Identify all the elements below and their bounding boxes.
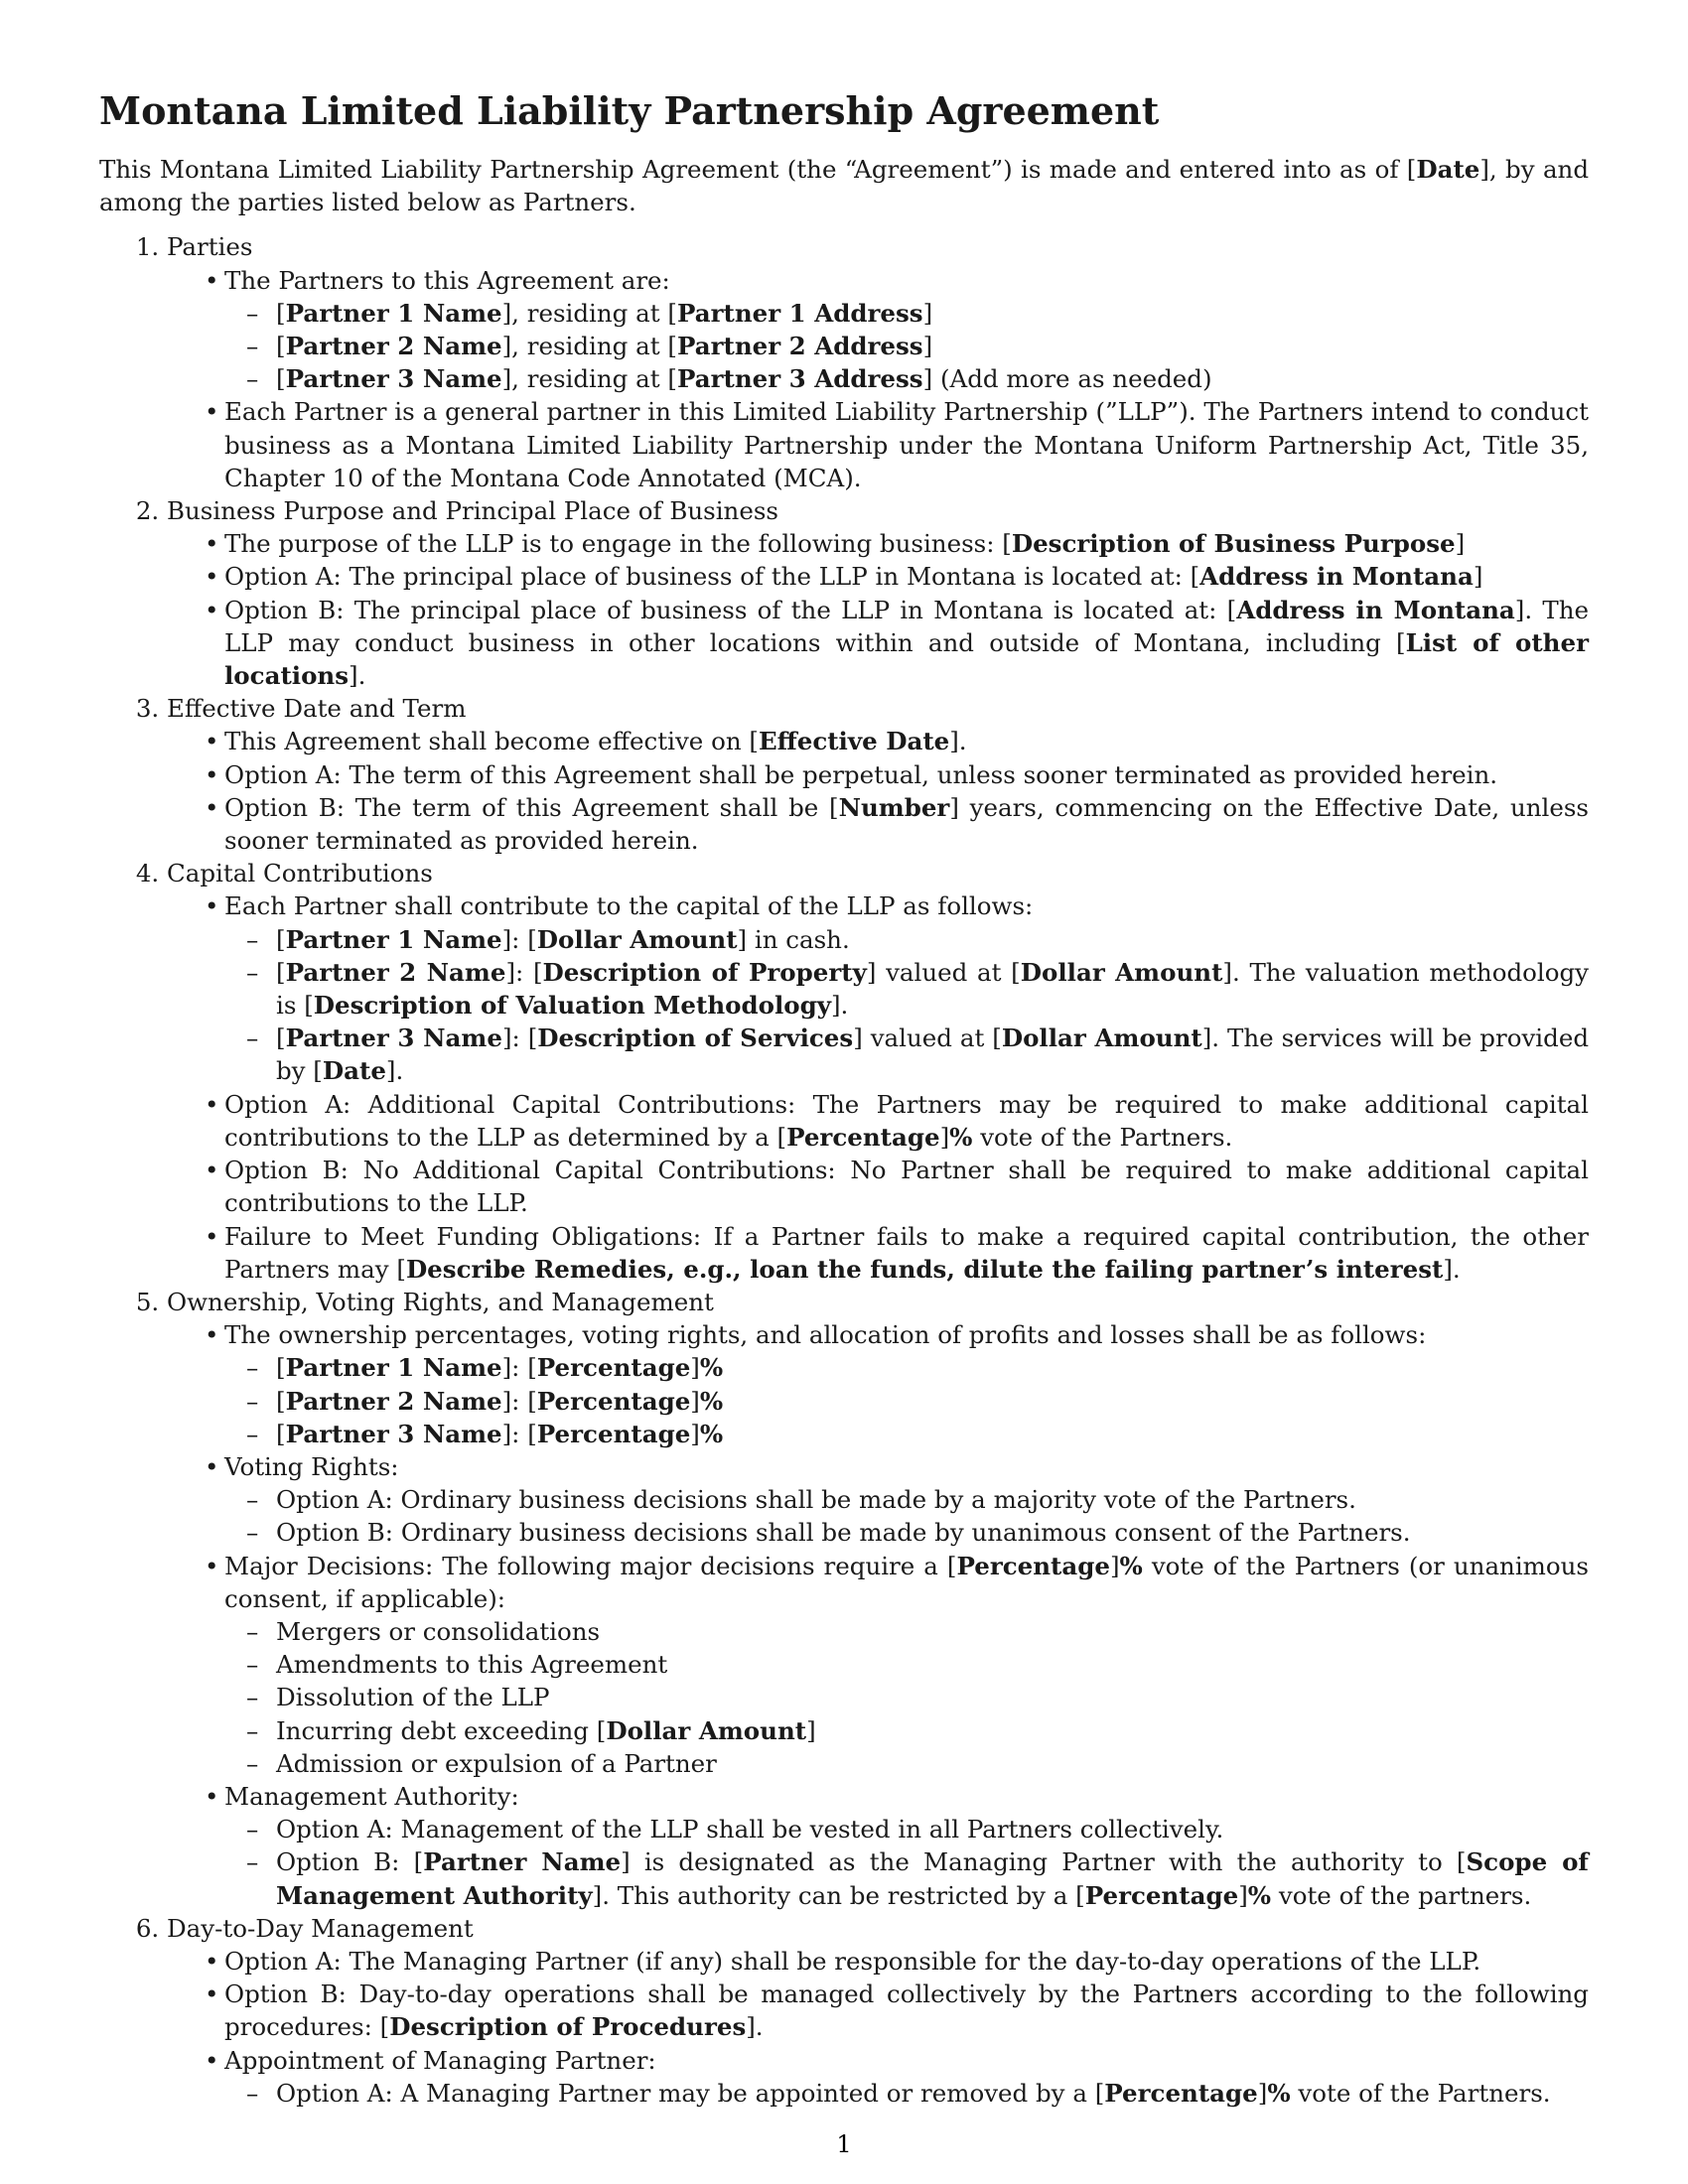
list-item: • Each Partner shall contribute to the capital of the LLP as follows: – [Partner 1 Name]: [Dollar Amount] in cash. – [Partner 2 Name]: [Description of Property] valued at [Dollar Amount]. The valuation methodology is [Description of Valuation Methodology]. – [Partner 3 Name]: [Description of Services] valued at [Dollar Amount]. The services will be provided by [Date]. bbox=[224, 889, 1589, 1087]
list-item: • Option B: The principal place of business of the LLP in Montana is located at: [Address in Montana]. The LLP may conduct business in other locations within and outside of Montana, including [List of other locations]. bbox=[224, 594, 1589, 693]
list-item: • The Partners to this Agreement are: – [Partner 1 Name], residing at [Partner 1 Address] – [Partner 2 Name], residing at [Partner 2 Address] – [Partner 3 Name], residing at [Partner 3 Address] (Add more as needed) bbox=[224, 264, 1589, 396]
list-item: • Option A: The principal place of business of the LLP in Montana is located at: [Address in Montana] bbox=[224, 560, 1589, 593]
section-heading: Ownership, Voting Rights, and Management bbox=[167, 1287, 714, 1316]
partner-1-entry: – [Partner 1 Name], residing at [Partner 1 Address] bbox=[276, 297, 1589, 330]
list-item: • Option B: The term of this Agreement shall be [Number] years, commencing on the Effective Date, unless sooner terminated as provided herein. bbox=[224, 791, 1589, 857]
list-item: • Management Authority: – Option A: Management of the LLP shall be vested in all Partners collectively. – Option B: [Partner Name] is designated as the Managing Partner with the authority to [Scope of Management Authority]. This authority can be restricted by a [Percentage]% vote of the partners. bbox=[224, 1780, 1589, 1912]
contribution-partner-3: – [Partner 3 Name]: [Description of Services] valued at [Dollar Amount]. The services will be provided by [Date]. bbox=[276, 1022, 1589, 1087]
section-heading: Parties bbox=[167, 232, 253, 262]
ownership-partner-2: – [Partner 2 Name]: [Percentage]% bbox=[276, 1385, 1589, 1418]
partner-3-entry: – [Partner 3 Name], residing at [Partner 3 Address] (Add more as needed) bbox=[276, 362, 1589, 395]
list-item: • Voting Rights: – Option A: Ordinary business decisions shall be made by a majority vote of the Partners. – Option B: Ordinary business decisions shall be made by unanimous consent of the Partners. bbox=[224, 1450, 1589, 1550]
list-item: • The ownership percentages, voting rights, and allocation of profits and losses shall be as follows: – [Partner 1 Name]: [Percentage]% – [Partner 2 Name]: [Percentage]% – [Partner 3 Name]: [Percentage]% bbox=[224, 1318, 1589, 1450]
list-item: • Option B: Day-to-day operations shall be managed collectively by the Partners according to the following procedures: [Description of Procedures]. bbox=[224, 1978, 1589, 2043]
list-item: – Dissolution of the LLP bbox=[276, 1681, 1589, 1713]
section-heading: Capital Contributions bbox=[167, 859, 433, 888]
section-parties bbox=[167, 230, 1589, 494]
contribution-partner-2: – [Partner 2 Name]: [Description of Property] valued at [Dollar Amount]. The valuation methodology is [Description of Valuation Methodology]. bbox=[276, 956, 1589, 1022]
section-list bbox=[99, 230, 1589, 2110]
contribution-partner-1: – [Partner 1 Name]: [Dollar Amount] in cash. bbox=[276, 923, 1589, 956]
list-item: • Major Decisions: The following major decisions require a [Percentage]% vote of the Partners (or unanimous consent, if applicable): – Mergers or consolidations – Amendments to this Agreement – Dissolution of the LLP – Incurring debt exceeding [Dollar Amount] – Admission or expulsion of a Partner bbox=[224, 1550, 1589, 1780]
intro-date-placeholder: Date bbox=[1416, 155, 1480, 184]
section-business-purpose bbox=[167, 494, 1589, 692]
list-item: – Amendments to this Agreement bbox=[276, 1648, 1589, 1681]
partner-2-entry: – [Partner 2 Name], residing at [Partner 2 Address] bbox=[276, 330, 1589, 362]
document-page bbox=[99, 87, 1589, 2110]
ownership-partner-3: – [Partner 3 Name]: [Percentage]% bbox=[276, 1418, 1589, 1450]
list-item: – Option A: Management of the LLP shall be vested in all Partners collectively. bbox=[276, 1813, 1589, 1845]
ownership-partner-1: – [Partner 1 Name]: [Percentage]% bbox=[276, 1351, 1589, 1384]
list-item: – Option A: A Managing Partner may be appointed or removed by a [Percentage]% vote of the Partners. bbox=[276, 2077, 1589, 2110]
list-item: – Admission or expulsion of a Partner bbox=[276, 1747, 1589, 1780]
list-item: • Appointment of Managing Partner: – Option A: A Managing Partner may be appointed or removed by a [Percentage]% vote of the Partners. bbox=[224, 2044, 1589, 2110]
list-item: • This Agreement shall become effective on [Effective Date]. bbox=[224, 725, 1589, 757]
section-heading: Effective Date and Term bbox=[167, 694, 467, 724]
list-item: – Option B: [Partner Name] is designated as the Managing Partner with the authority to [Scope of Management Authority]. This authority can be restricted by a [Percentage]% vote of the partners. bbox=[276, 1845, 1589, 1911]
list-item: – Option A: Ordinary business decisions shall be made by a majority vote of the Partners. bbox=[276, 1483, 1589, 1516]
list-item: • Each Partner is a general partner in this Limited Liability Partnership (”LLP”). The Partners intend to conduct business as a Montana Limited Liability Partnership under the Montana Uniform Partnership Act, Title 35, Chapter 10 of the Montana Code Annotated (MCA). bbox=[224, 395, 1589, 494]
intro-paragraph: This Montana Limited Liability Partnership Agreement (the “Agreement”) is made and entered into as of [Date], by and among the parties listed below as Partners. bbox=[99, 155, 1590, 217]
section-effective-date bbox=[167, 692, 1589, 857]
section-heading: Business Purpose and Principal Place of Business bbox=[167, 496, 778, 526]
list-item: – Mergers or consolidations bbox=[276, 1615, 1589, 1648]
document-title: Montana Limited Liability Partnership Agreement bbox=[99, 88, 1160, 133]
list-item: • Option B: No Additional Capital Contributions: No Partner shall be required to make additional capital contributions to the LLP. bbox=[224, 1154, 1589, 1219]
list-item: • Option A: Additional Capital Contributions: The Partners may be required to make additional capital contributions to the LLP as determined by a [Percentage]% vote of the Partners. bbox=[224, 1088, 1589, 1154]
section-heading: Day-to-Day Management bbox=[167, 1913, 474, 1943]
list-item: • Option A: The Managing Partner (if any) shall be responsible for the day-to-day operations of the LLP. bbox=[224, 1945, 1589, 1978]
section-capital-contributions bbox=[167, 857, 1589, 1286]
section-ownership bbox=[167, 1286, 1589, 1912]
page-number: 1 bbox=[836, 2130, 852, 2158]
list-item: – Option B: Ordinary business decisions shall be made by unanimous consent of the Partners. bbox=[276, 1516, 1589, 1549]
section-day-to-day bbox=[167, 1912, 1589, 2110]
list-item: • Failure to Meet Funding Obligations: If a Partner fails to make a required capital contribution, the other Partners may [Describe Remedies, e.g., loan the funds, dilute the failing partner’s interest]. bbox=[224, 1220, 1589, 1286]
list-item: • Option A: The term of this Agreement shall be perpetual, unless sooner terminated as provided herein. bbox=[224, 758, 1589, 791]
list-item: • The purpose of the LLP is to engage in the following business: [Description of Business Purpose] bbox=[224, 527, 1589, 560]
list-item: – Incurring debt exceeding [Dollar Amount] bbox=[276, 1714, 1589, 1747]
